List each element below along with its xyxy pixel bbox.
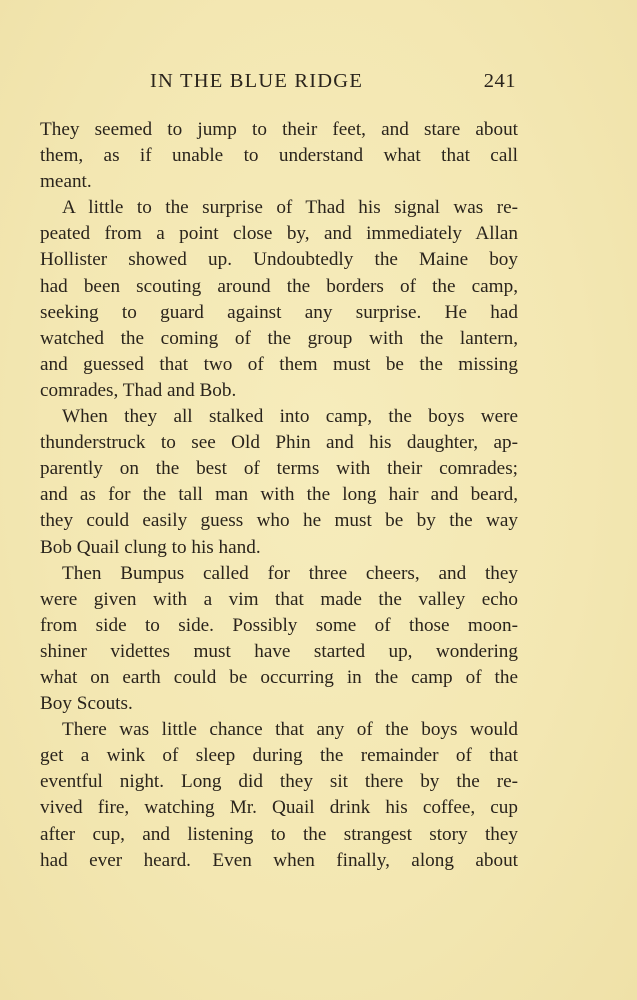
- text-line: peated from a point close by, and immediately Allan: [40, 223, 518, 245]
- text-line: get a wink of sleep during the remainder of that: [40, 745, 518, 767]
- text-line: them, as if unable to understand what that call: [40, 145, 518, 167]
- text-line: Bob Quail clung to his hand.: [40, 536, 261, 558]
- text-line: were given with a vim that made the valley echo: [40, 588, 518, 610]
- text-line: and as for the tall man with the long hair and beard,: [40, 484, 518, 506]
- text-line: had been scouting around the borders of the camp,: [40, 275, 518, 297]
- running-header: [40, 70, 516, 98]
- text-line: Boy Scouts.: [40, 693, 133, 715]
- text-line: eventful night. Long did they sit there by the re-: [40, 771, 518, 793]
- text-line: seeking to guard against any surprise. He had: [40, 301, 518, 323]
- text-line: parently on the best of terms with their comrades;: [40, 458, 518, 480]
- text-line: shiner videttes must have started up, wondering: [40, 640, 518, 662]
- text-line: after cup, and listening to the strangest story they: [40, 823, 518, 845]
- text-line: watched the coming of the group with the lantern,: [40, 327, 518, 349]
- text-line: what on earth could be occurring in the camp of the: [40, 666, 518, 688]
- text-line: vived fire, watching Mr. Quail drink his coffee, cup: [40, 797, 518, 819]
- text-line: A little to the surprise of Thad his signal was re-: [62, 197, 518, 219]
- text-line: and guessed that two of them must be the missing: [40, 353, 518, 375]
- text-line: from side to side. Possibly some of those moon-: [40, 614, 518, 636]
- text-line: When they all stalked into camp, the boys were: [62, 406, 518, 428]
- text-line: Then Bumpus called for three cheers, and they: [62, 562, 518, 584]
- text-line: comrades, Thad and Bob.: [40, 379, 237, 401]
- running-title: IN THE BLUE RIDGE: [150, 70, 364, 92]
- text-line: they could easily guess who he must be by the way: [40, 510, 518, 532]
- text-line: thunderstruck to see Old Phin and his daughter, ap-: [40, 432, 518, 454]
- text-line: meant.: [40, 171, 92, 193]
- page-number: 241: [483, 70, 516, 92]
- text-line: There was little chance that any of the boys would: [62, 719, 518, 741]
- text-line: They seemed to jump to their feet, and stare about: [40, 119, 518, 140]
- body-text: [40, 117, 518, 874]
- text-line: had ever heard. Even when finally, along about: [40, 849, 518, 871]
- text-line: Hollister showed up. Undoubtedly the Maine boy: [40, 249, 518, 271]
